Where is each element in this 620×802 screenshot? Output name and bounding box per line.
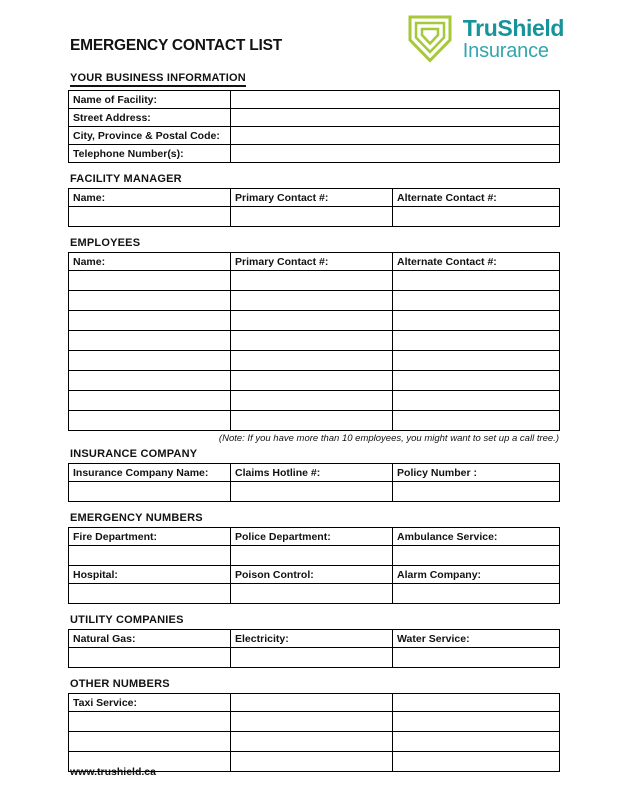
table-row: [69, 584, 560, 604]
input-cell: [231, 482, 393, 502]
table-row: [69, 91, 560, 109]
input-cell: [69, 371, 231, 391]
footer-url: www.trushield.ca: [70, 766, 156, 778]
input-cell: [231, 271, 393, 291]
table-row: [69, 546, 560, 566]
table-row: [69, 732, 560, 752]
input-cell: [231, 732, 393, 752]
table-row: [69, 712, 560, 732]
shield-icon: [404, 14, 456, 64]
field-label-cell: Electricity:: [231, 630, 393, 648]
input-cell: [231, 648, 393, 668]
employees-table: [68, 252, 560, 431]
column-header-cell: Policy Number :: [393, 464, 560, 482]
field-label-cell: Street Address:: [69, 109, 231, 127]
section-insurance-company: [68, 448, 560, 502]
field-label-cell: Fire Department:: [69, 528, 231, 546]
input-cell: [393, 207, 560, 227]
table-header-row: [69, 528, 560, 546]
column-header-cell: Alternate Contact #:: [393, 189, 560, 207]
table-row: [69, 371, 560, 391]
input-cell: [69, 411, 231, 431]
input-cell: [231, 391, 393, 411]
input-cell: [69, 546, 231, 566]
input-cell: [393, 648, 560, 668]
table-row: [69, 411, 560, 431]
input-cell: [393, 271, 560, 291]
section-heading: EMPLOYEES: [70, 237, 141, 249]
input-cell: [393, 694, 560, 712]
input-cell: [393, 584, 560, 604]
input-cell: [69, 291, 231, 311]
field-label-cell: Telephone Number(s):: [69, 145, 231, 163]
field-label-cell: Water Service:: [393, 630, 560, 648]
table-row: [69, 311, 560, 331]
page-title: EMERGENCY CONTACT LIST: [70, 37, 283, 54]
field-label-cell: Police Department:: [231, 528, 393, 546]
logo-brand-name: TruShield: [462, 15, 564, 41]
section-utility-companies: [68, 614, 560, 668]
logo-wordmark: [463, 17, 564, 61]
column-header-cell: Alternate Contact #:: [393, 253, 560, 271]
section-employees: [68, 237, 560, 444]
logo-brand-sub: Insurance: [462, 40, 549, 62]
section-emergency-numbers: [68, 512, 560, 604]
input-cell: [231, 331, 393, 351]
input-cell: [393, 482, 560, 502]
input-cell: [69, 271, 231, 291]
input-cell: [231, 207, 393, 227]
input-cell: [393, 391, 560, 411]
input-cell: [393, 311, 560, 331]
employees-note: (Note: If you have more than 10 employees, you might want to set up a call tree.): [218, 433, 559, 444]
table-row: [69, 648, 560, 668]
table-header-row: [69, 566, 560, 584]
field-label-cell: Ambulance Service:: [393, 528, 560, 546]
input-cell: [231, 752, 393, 772]
other-numbers-table: [68, 693, 560, 772]
column-header-cell: Primary Contact #:: [231, 189, 393, 207]
input-cell: [231, 584, 393, 604]
input-cell: [69, 732, 231, 752]
input-cell: [69, 207, 231, 227]
input-cell: [231, 145, 560, 163]
input-cell: [231, 291, 393, 311]
table-row: [69, 482, 560, 502]
input-cell: [231, 127, 560, 145]
table-row: [69, 207, 560, 227]
section-heading: INSURANCE COMPANY: [70, 448, 198, 460]
input-cell: [393, 351, 560, 371]
section-heading: YOUR BUSINESS INFORMATION: [70, 72, 560, 87]
input-cell: [231, 546, 393, 566]
input-cell: [69, 648, 231, 668]
field-label-cell: Alarm Company:: [393, 566, 560, 584]
column-header-cell: Name:: [69, 189, 231, 207]
input-cell: [69, 311, 231, 331]
column-header-cell: Primary Contact #:: [231, 253, 393, 271]
business-info-table: [68, 90, 560, 163]
input-cell: [69, 351, 231, 371]
input-cell: [69, 391, 231, 411]
table-header-row: [69, 630, 560, 648]
field-label-cell: City, Province & Postal Code:: [69, 127, 231, 145]
input-cell: [393, 752, 560, 772]
input-cell: [231, 109, 560, 127]
table-row: [69, 331, 560, 351]
table-row: [69, 291, 560, 311]
table-header-row: [69, 189, 560, 207]
section-heading: OTHER NUMBERS: [70, 678, 170, 690]
section-heading: EMERGENCY NUMBERS: [70, 512, 203, 524]
field-label-cell: Name of Facility:: [69, 91, 231, 109]
section-heading: FACILITY MANAGER: [70, 173, 182, 185]
section-heading: UTILITY COMPANIES: [70, 614, 184, 626]
table-row: [69, 271, 560, 291]
input-cell: [231, 91, 560, 109]
input-cell: [231, 371, 393, 391]
insurance-company-table: [68, 463, 560, 502]
table-row: [69, 145, 560, 163]
input-cell: [393, 712, 560, 732]
section-business-info: [68, 72, 560, 163]
input-cell: [393, 371, 560, 391]
input-cell: [393, 546, 560, 566]
field-label-cell: Hospital:: [69, 566, 231, 584]
input-cell: [69, 482, 231, 502]
trushield-logo: [404, 14, 564, 64]
input-cell: [393, 331, 560, 351]
input-cell: [69, 712, 231, 732]
table-row: [69, 351, 560, 371]
input-cell: [69, 584, 231, 604]
column-header-cell: Claims Hotline #:: [231, 464, 393, 482]
table-row: [69, 694, 560, 712]
input-cell: [393, 291, 560, 311]
input-cell: [69, 331, 231, 351]
field-label-cell: Natural Gas:: [69, 630, 231, 648]
input-cell: [231, 411, 393, 431]
field-label-cell: Taxi Service:: [69, 694, 231, 712]
page-header: [68, 14, 564, 64]
input-cell: [393, 411, 560, 431]
section-other-numbers: [68, 678, 560, 772]
table-row: [69, 109, 560, 127]
emergency-numbers-table: [68, 527, 560, 604]
input-cell: [231, 694, 393, 712]
input-cell: [231, 351, 393, 371]
table-header-row: [69, 253, 560, 271]
utility-companies-table: [68, 629, 560, 668]
input-cell: [231, 311, 393, 331]
section-facility-manager: [68, 173, 560, 227]
table-header-row: [69, 464, 560, 482]
column-header-cell: Insurance Company Name:: [69, 464, 231, 482]
table-row: [69, 391, 560, 411]
field-label-cell: Poison Control:: [231, 566, 393, 584]
input-cell: [231, 712, 393, 732]
table-row: [69, 127, 560, 145]
facility-manager-table: [68, 188, 560, 227]
column-header-cell: Name:: [69, 253, 231, 271]
input-cell: [393, 732, 560, 752]
